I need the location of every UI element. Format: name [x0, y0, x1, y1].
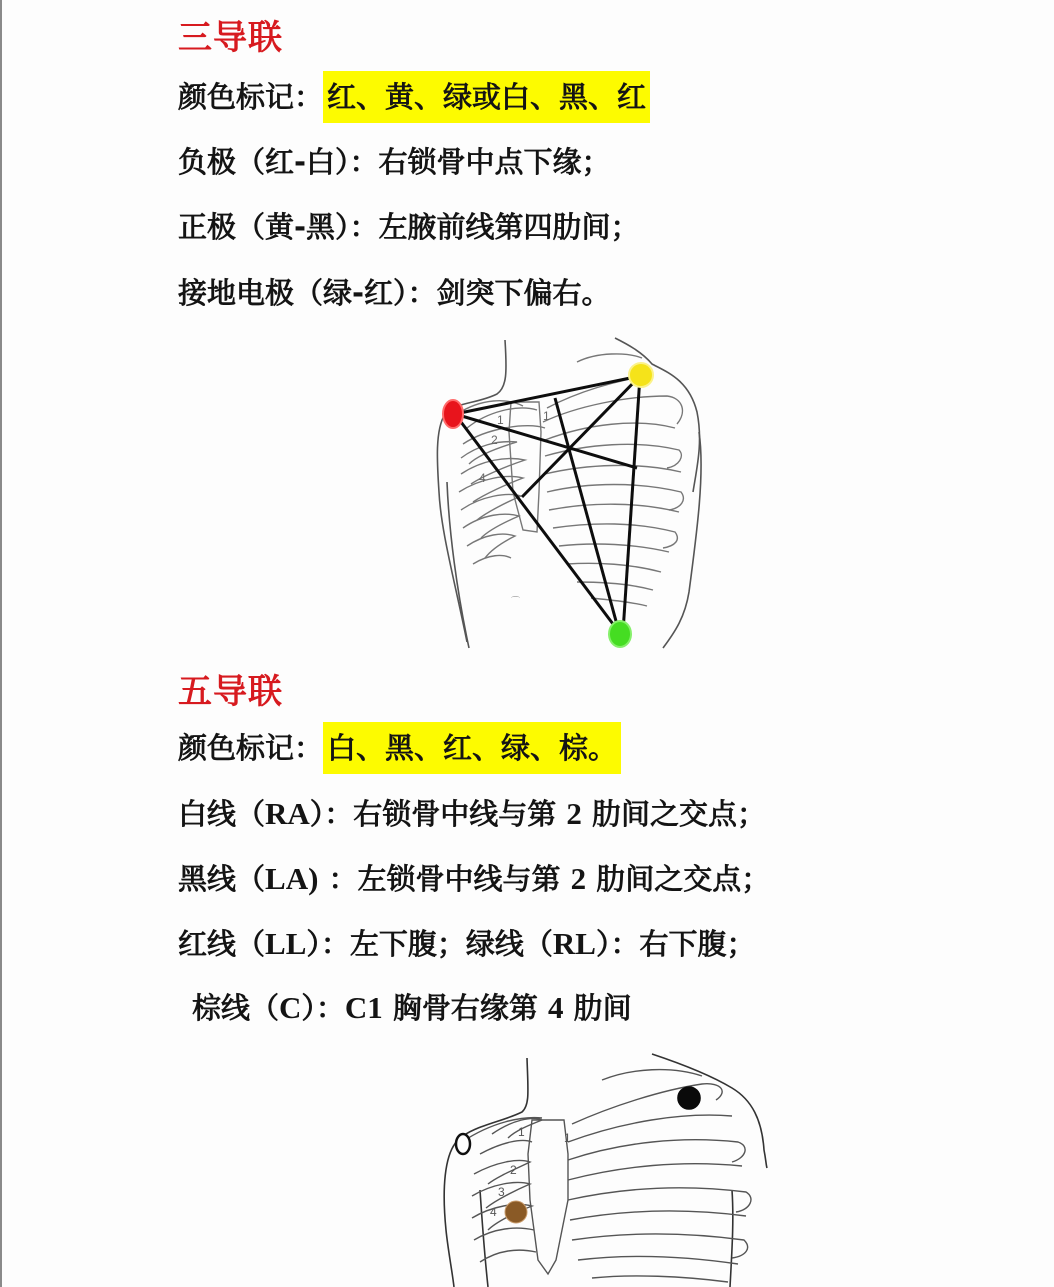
intercostal-number: 2: [566, 796, 582, 831]
lead-desc-end: 肋间之交点；: [586, 862, 771, 896]
lead-prefix: 红线（: [178, 927, 266, 961]
three-lead-title: 三导联: [178, 18, 283, 58]
lead-code: C: [279, 990, 302, 1025]
negative-electrode-line: 负极（红-白）：右锁骨中点下缘；: [178, 145, 611, 179]
lead-code-2: C1: [344, 990, 383, 1025]
red-electrode-icon: [443, 400, 463, 428]
rib-label: 2: [491, 433, 498, 447]
lead-prefix: 白线（: [178, 797, 266, 831]
rib-label: 1: [564, 1131, 571, 1145]
black-LA-electrode-icon: [678, 1087, 700, 1109]
color-label: 颜色标记：: [178, 731, 324, 765]
color-values-highlight: 红、黄、绿或白、黑、红: [323, 71, 650, 123]
lead-prefix: 棕线（: [192, 991, 280, 1025]
green-electrode-icon: [609, 621, 631, 647]
black-lead-LA-line: [178, 857, 770, 901]
color-label: 颜色标记：: [178, 80, 324, 114]
white-lead-RA-line: [178, 792, 766, 836]
three-lead-color-row: [178, 75, 650, 119]
three-lead-chest-diagram: [427, 332, 717, 650]
yellow-electrode-icon: [629, 363, 653, 387]
intercostal-number: 2: [570, 861, 587, 896]
rib-label: 1: [518, 1125, 525, 1139]
brown-lead-C-line: [192, 986, 632, 1030]
ground-electrode-line: 接地电极（绿-红）：剑突下偏右。: [178, 276, 611, 310]
lead-desc-end: 肋间之交点；: [581, 797, 767, 831]
lead-desc: ）：: [301, 991, 345, 1025]
color-values-highlight: 白、黑、红、绿、棕。: [323, 722, 621, 774]
svg-text:⌒: ⌒: [511, 597, 521, 607]
rib-label: 4: [479, 471, 486, 485]
lead-desc: ）：左下腹；绿线（: [306, 927, 553, 961]
rib-label: 3: [498, 1185, 505, 1199]
five-lead-chest-diagram: [432, 1050, 782, 1287]
lead-desc-end: ）：右下腹；: [595, 927, 756, 961]
rib-label: 1: [497, 413, 504, 427]
five-lead-title: 五导联: [178, 672, 283, 712]
intercostal-number: 4: [548, 990, 564, 1025]
lead-desc-end: 肋间: [563, 991, 632, 1025]
lead-desc-mid: 胸骨右缘第: [382, 991, 549, 1025]
rib-label: 4: [490, 1205, 497, 1219]
lead-code: LL: [265, 926, 307, 961]
rib-label: 1: [543, 409, 550, 423]
rib-label: 2: [510, 1163, 517, 1177]
red-green-lead-LL-RL-line: [178, 922, 755, 966]
five-lead-color-row: [178, 726, 621, 770]
white-RA-electrode-icon: [456, 1134, 470, 1154]
positive-electrode-line: 正极（黄-黑）：左腋前线第四肋间；: [178, 210, 640, 244]
lead-code: RA: [265, 796, 310, 831]
lead-desc: ）：右锁骨中线与第: [309, 797, 567, 831]
lead-prefix: 黑线（: [178, 862, 266, 896]
lead-code-2: RL: [552, 926, 596, 961]
lead-code: LA): [265, 861, 319, 896]
lead-desc: ：左锁骨中线与第: [318, 862, 571, 896]
brown-C-electrode-icon: [505, 1201, 527, 1223]
